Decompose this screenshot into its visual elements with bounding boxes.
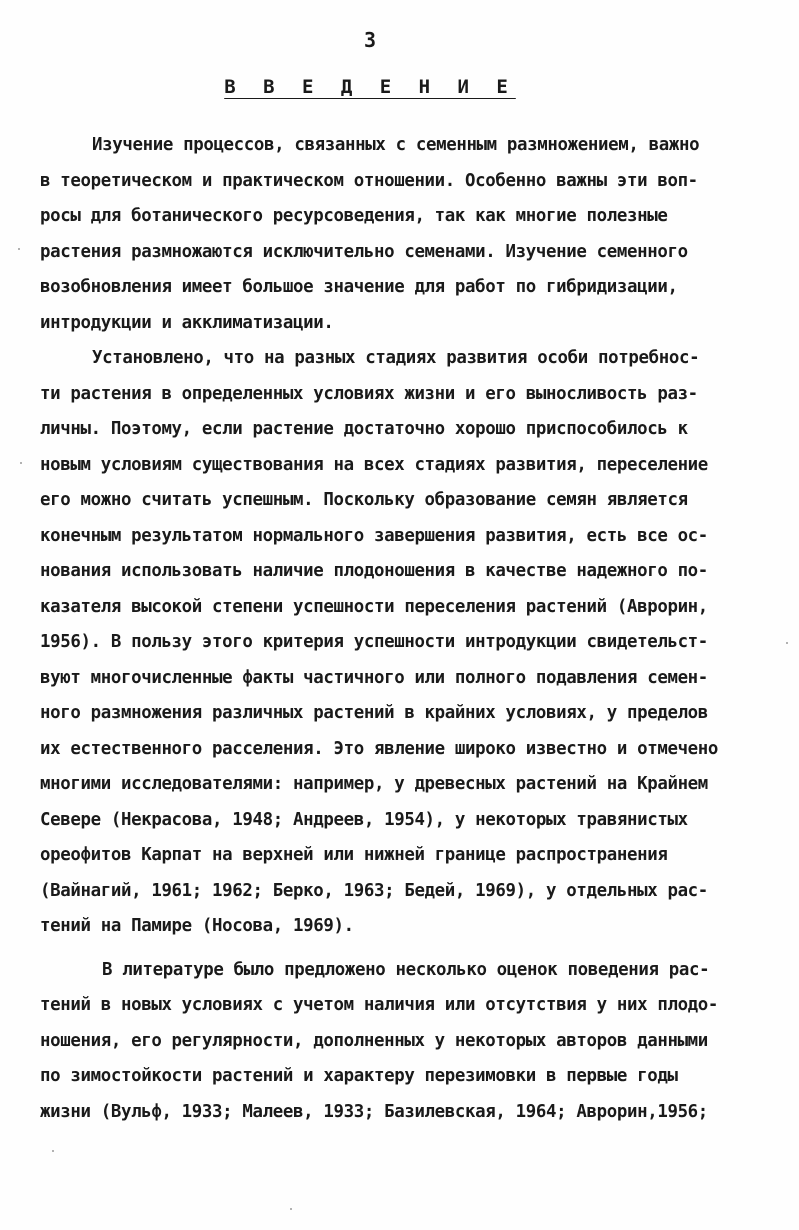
text-line: Севере (Некрасова, 1948; Андреев, 1954), у некоторых травянистых	[40, 809, 688, 830]
paragraph-2	[40, 341, 770, 945]
text-line: нования использовать наличие плодоношения в качестве надежного по-	[40, 561, 708, 581]
text-line: жизни (Вульф, 1933; Малеев, 1933; Базилевская, 1964; Аврорин,1956;	[40, 1101, 708, 1122]
text-line: интродукции и акклиматизации.	[40, 312, 334, 333]
paragraph-1	[40, 128, 770, 341]
paragraph-3	[40, 953, 770, 1131]
text-line: Изучение процессов, связанных с семенным размножением, важно	[92, 135, 700, 155]
scan-speck	[786, 642, 788, 644]
text-line: ореофитов Карпат на верхней или нижней границе распространения	[40, 845, 668, 865]
text-line: его можно считать успешным. Поскольку образование семян является	[40, 490, 688, 510]
text-line: 1956). В пользу этого критерия успешности интродукции свидетельст-	[40, 632, 708, 652]
text-line: вуют многочисленные факты частичного или полного подавления семен-	[40, 667, 708, 688]
text-line: ти растения в определенных условиях жизни и его выносливость раз-	[40, 383, 698, 404]
text-line: росы для ботанического ресурсоведения, так как многие полезные	[40, 206, 668, 226]
text-line: в теоретическом и практическом отношении. Особенно важны эти воп-	[40, 170, 698, 191]
text-line: ного размножения различных растений в крайних условиях, у пределов	[40, 703, 708, 723]
body-text	[40, 128, 770, 1130]
paragraph-spacer	[40, 945, 770, 953]
text-line: по зимостойкости растений и характеру перезимовки в первые годы	[40, 1066, 678, 1086]
text-line: ношения, его регулярности, дополненных у некоторых авторов данными	[40, 1030, 708, 1051]
scan-speck	[18, 248, 20, 250]
text-line: новым условиям существования на всех стадиях развития, переселение	[40, 454, 708, 475]
text-line: тений в новых условиях с учетом наличия или отсутствия у них плодо-	[40, 995, 719, 1015]
text-line: тений на Памире (Носова, 1969).	[40, 916, 354, 936]
text-line: возобновления имеет большое значение для работ по гибридизации,	[40, 277, 678, 297]
section-heading: В В Е Д Е Н И Е	[224, 76, 516, 98]
scan-speck	[290, 1208, 292, 1210]
text-line: (Вайнагий, 1961; 1962; Берко, 1963; Бедей, 1969), у отдельных рас-	[40, 880, 708, 901]
text-line: В литературе было предложено несколько оценок поведения рас-	[102, 959, 710, 980]
page-number: 3	[363, 28, 377, 52]
text-line: конечным результатом нормального завершения развития, есть все ос-	[40, 525, 708, 546]
text-line: личны. Поэтому, если растение достаточно хорошо приспособилось к	[40, 419, 688, 439]
text-line: казателя высокой степени успешности переселения растений (Аврорин,	[40, 596, 708, 617]
scan-speck	[20, 462, 22, 464]
scan-speck	[52, 1150, 54, 1152]
text-line: Установлено, что на разных стадиях развития особи потребнос-	[92, 348, 700, 368]
text-line: растения размножаются исключительно семенами. Изучение семенного	[40, 241, 688, 262]
text-line: многими исследователями: например, у древесных растений на Крайнем	[40, 774, 708, 794]
text-line: их естественного расселения. Это явление широко известно и отмечено	[40, 738, 719, 759]
